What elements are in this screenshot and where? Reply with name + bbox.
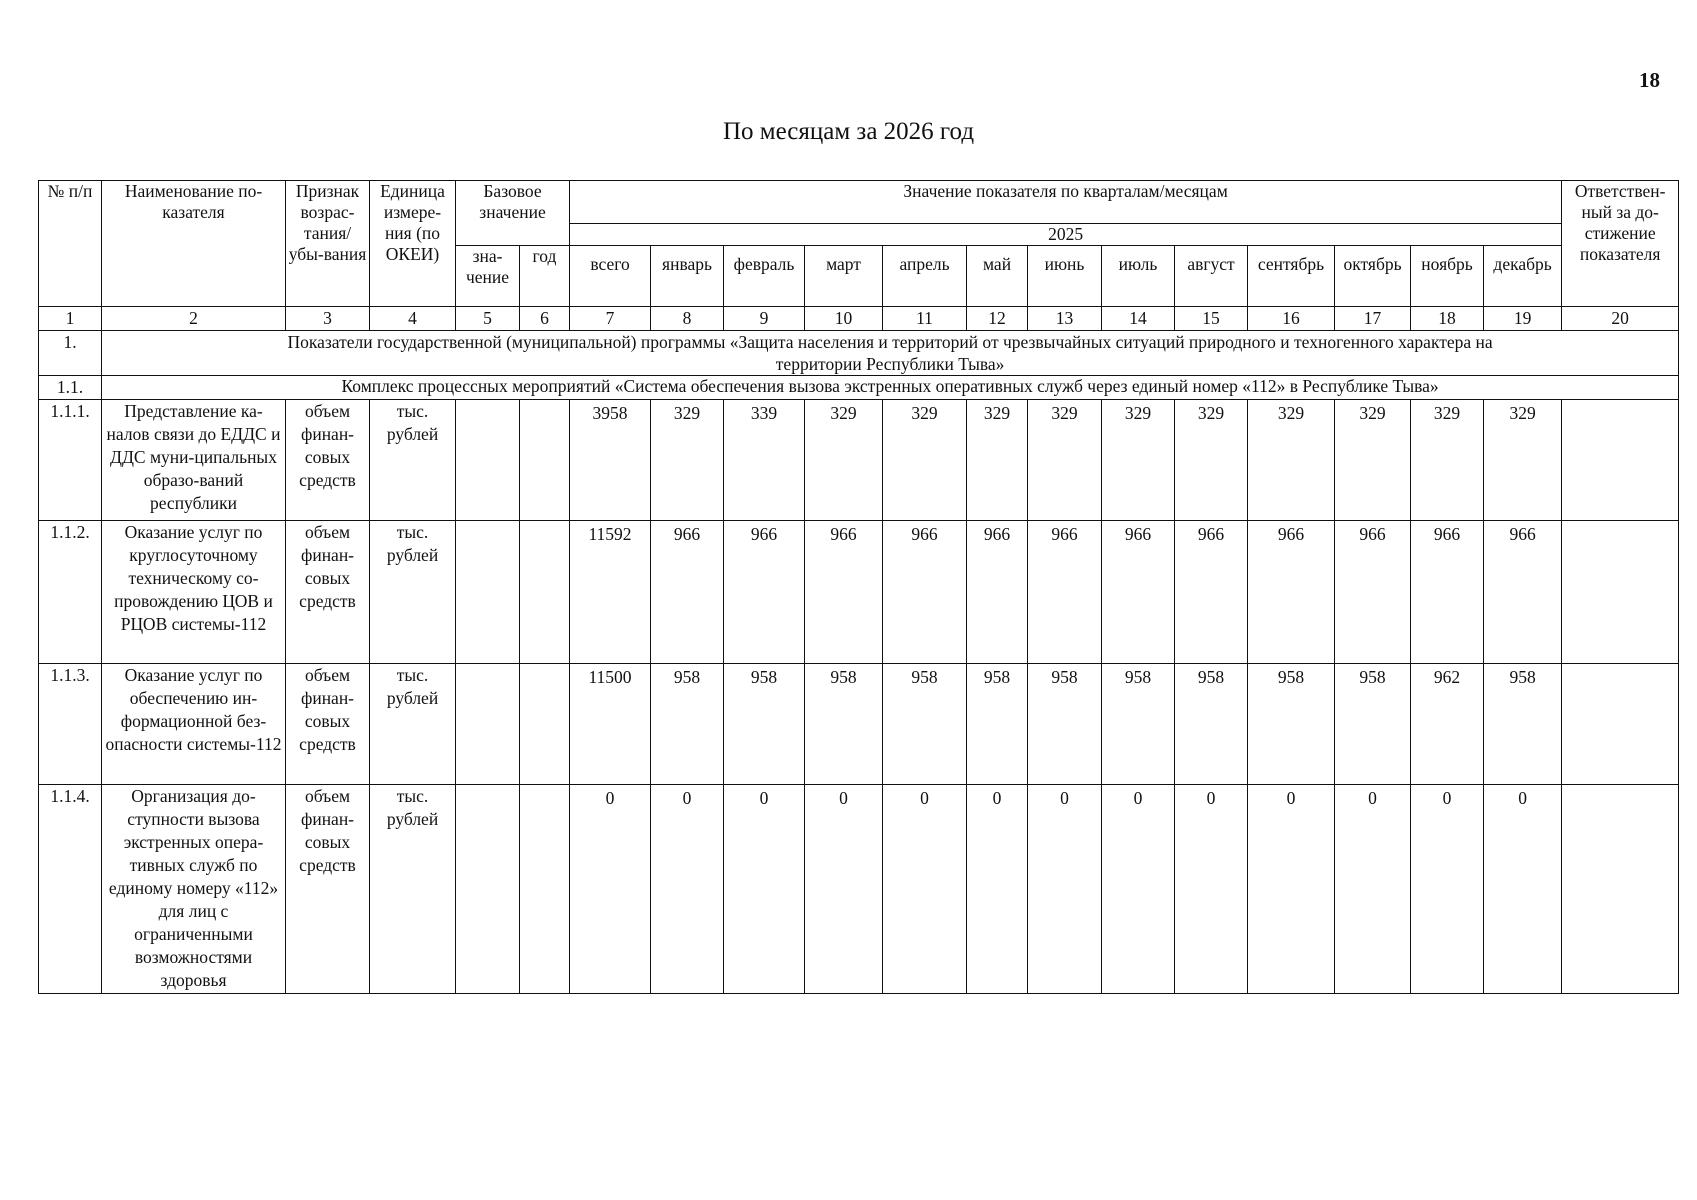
header-month: февраль — [724, 246, 805, 307]
header-month: сентябрь — [1248, 246, 1335, 307]
column-number: 6 — [520, 307, 570, 331]
row-responsible — [1562, 521, 1679, 664]
row-base-year — [520, 785, 570, 994]
row-month-value: 958 — [805, 664, 883, 785]
row-month-value: 958 — [1175, 664, 1248, 785]
row-month-value: 329 — [805, 400, 883, 521]
header-row-1 — [39, 181, 1679, 224]
row-month-value: 329 — [1102, 400, 1175, 521]
header-unit: Единица измере-ния (по ОКЕИ) — [370, 181, 456, 307]
row-code: 1.1.4. — [39, 785, 102, 994]
row-month-value: 329 — [1484, 400, 1562, 521]
row-name: Оказание услуг по обеспечению ин-формационной без-опасности системы-112 — [102, 664, 286, 785]
row-name: Представление ка-налов связи до ЕДДС и ДДС муни-ципальных образо-ваний республики — [102, 400, 286, 521]
row-month-value: 966 — [967, 521, 1028, 664]
row-code: 1.1.1. — [39, 400, 102, 521]
row-sign: объем финан-совых средств — [286, 664, 370, 785]
row-sign: объем финан-совых средств — [286, 400, 370, 521]
column-number: 19 — [1484, 307, 1562, 331]
page-number: 18 — [1639, 68, 1660, 92]
row-month-value: 329 — [1248, 400, 1335, 521]
column-number: 14 — [1102, 307, 1175, 331]
row-unit: тыс. рублей — [370, 664, 456, 785]
table-row — [39, 400, 1679, 521]
row-code: 1.1.2. — [39, 521, 102, 664]
row-month-value: 958 — [883, 664, 967, 785]
row-month-value: 958 — [967, 664, 1028, 785]
row-month-value: 0 — [724, 785, 805, 994]
row-month-value: 966 — [1335, 521, 1411, 664]
section-row — [39, 331, 1679, 376]
row-month-value: 966 — [1175, 521, 1248, 664]
section-title: Показатели государственной (муниципальной) программы «Защита населения и территорий от чрезвычайных ситуаций природного и техногенного характера на территории Республики Тыва» — [102, 331, 1679, 376]
row-month-value: 958 — [651, 664, 724, 785]
row-responsible — [1562, 664, 1679, 785]
row-month-value: 958 — [1484, 664, 1562, 785]
header-month: октябрь — [1335, 246, 1411, 307]
header-month: март — [805, 246, 883, 307]
column-number-row — [39, 307, 1679, 331]
row-month-value: 0 — [1175, 785, 1248, 994]
row-month-value: 958 — [724, 664, 805, 785]
row-sign: объем финан-совых средств — [286, 785, 370, 994]
row-month-value: 966 — [724, 521, 805, 664]
header-name: Наименование по-казателя — [102, 181, 286, 307]
row-month-value: 966 — [805, 521, 883, 664]
header-total: всего — [570, 246, 651, 307]
column-number: 7 — [570, 307, 651, 331]
row-name: Организация до-ступности вызова экстренных опера-тивных служб по единому номеру «112» для лиц с ограниченными возможностями здоровья — [102, 785, 286, 994]
header-month: май — [967, 246, 1028, 307]
row-month-value: 329 — [883, 400, 967, 521]
header-month: июнь — [1028, 246, 1102, 307]
row-month-value: 0 — [1484, 785, 1562, 994]
row-base-value — [456, 400, 520, 521]
row-month-value: 958 — [1335, 664, 1411, 785]
header-month: апрель — [883, 246, 967, 307]
table-row — [39, 521, 1679, 664]
subsection-title: Комплекс процессных мероприятий «Система обеспечения вызова экстренных оперативных служб через единый номер «112» в Республике Тыва» — [102, 376, 1679, 400]
row-month-value: 966 — [883, 521, 967, 664]
header-month: январь — [651, 246, 724, 307]
row-month-value: 958 — [1028, 664, 1102, 785]
indicator-table — [38, 180, 1679, 994]
column-number: 8 — [651, 307, 724, 331]
row-month-value: 0 — [805, 785, 883, 994]
header-year: 2025 — [570, 224, 1562, 246]
column-number: 2 — [102, 307, 286, 331]
column-number: 18 — [1411, 307, 1484, 331]
row-total: 11592 — [570, 521, 651, 664]
row-month-value: 0 — [967, 785, 1028, 994]
table-row — [39, 785, 1679, 994]
column-number: 5 — [456, 307, 520, 331]
subsection-code: 1.1. — [39, 376, 102, 400]
column-number: 10 — [805, 307, 883, 331]
page-title: По месяцам за 2026 год — [722, 118, 975, 145]
header-sign: Признак возрас-тания/ убы-вания — [286, 181, 370, 307]
row-unit: тыс. рублей — [370, 521, 456, 664]
column-number: 13 — [1028, 307, 1102, 331]
row-unit: тыс. рублей — [370, 400, 456, 521]
row-month-value: 958 — [1248, 664, 1335, 785]
row-month-value: 0 — [883, 785, 967, 994]
column-number: 9 — [724, 307, 805, 331]
header-month: июль — [1102, 246, 1175, 307]
header-responsible: Ответствен-ный за до-стижение показателя — [1562, 181, 1679, 307]
row-month-value: 0 — [1102, 785, 1175, 994]
row-month-value: 329 — [1028, 400, 1102, 521]
column-number: 1 — [39, 307, 102, 331]
row-month-value: 966 — [1028, 521, 1102, 664]
table-row — [39, 664, 1679, 785]
row-base-value — [456, 664, 520, 785]
row-base-year — [520, 400, 570, 521]
row-base-value — [456, 785, 520, 994]
row-month-value: 962 — [1411, 664, 1484, 785]
row-total: 3958 — [570, 400, 651, 521]
row-month-value: 0 — [651, 785, 724, 994]
row-month-value: 329 — [1411, 400, 1484, 521]
row-name: Оказание услуг по круглосуточному техническому со-провождению ЦОВ и РЦОВ системы-112 — [102, 521, 286, 664]
row-month-value: 0 — [1335, 785, 1411, 994]
row-month-value: 966 — [1484, 521, 1562, 664]
header-base-year: год — [520, 246, 570, 307]
header-num: № п/п — [39, 181, 102, 307]
column-number: 11 — [883, 307, 967, 331]
column-number: 15 — [1175, 307, 1248, 331]
row-month-value: 329 — [651, 400, 724, 521]
column-number: 4 — [370, 307, 456, 331]
header-month: ноябрь — [1411, 246, 1484, 307]
row-total: 0 — [570, 785, 651, 994]
subsection-row — [39, 376, 1679, 400]
row-month-value: 0 — [1248, 785, 1335, 994]
header-month: август — [1175, 246, 1248, 307]
column-number: 20 — [1562, 307, 1679, 331]
row-total: 11500 — [570, 664, 651, 785]
row-month-value: 339 — [724, 400, 805, 521]
row-responsible — [1562, 785, 1679, 994]
column-number: 3 — [286, 307, 370, 331]
header-base-value: зна-чение — [456, 246, 520, 307]
row-month-value: 0 — [1411, 785, 1484, 994]
row-month-value: 966 — [1248, 521, 1335, 664]
row-responsible — [1562, 400, 1679, 521]
header-quarters: Значение показателя по кварталам/месяцам — [570, 181, 1562, 224]
row-unit: тыс. рублей — [370, 785, 456, 994]
row-month-value: 0 — [1028, 785, 1102, 994]
column-number: 16 — [1248, 307, 1335, 331]
row-month-value: 329 — [967, 400, 1028, 521]
row-month-value: 966 — [1102, 521, 1175, 664]
header-base: Базовое значение — [456, 181, 570, 246]
column-number: 17 — [1335, 307, 1411, 331]
row-month-value: 966 — [1411, 521, 1484, 664]
row-month-value: 958 — [1102, 664, 1175, 785]
row-code: 1.1.3. — [39, 664, 102, 785]
row-sign: объем финан-совых средств — [286, 521, 370, 664]
row-base-year — [520, 664, 570, 785]
row-base-value — [456, 521, 520, 664]
section-code: 1. — [39, 331, 102, 376]
column-number: 12 — [967, 307, 1028, 331]
row-base-year — [520, 521, 570, 664]
row-month-value: 329 — [1335, 400, 1411, 521]
row-month-value: 966 — [651, 521, 724, 664]
row-month-value: 329 — [1175, 400, 1248, 521]
header-month: декабрь — [1484, 246, 1562, 307]
